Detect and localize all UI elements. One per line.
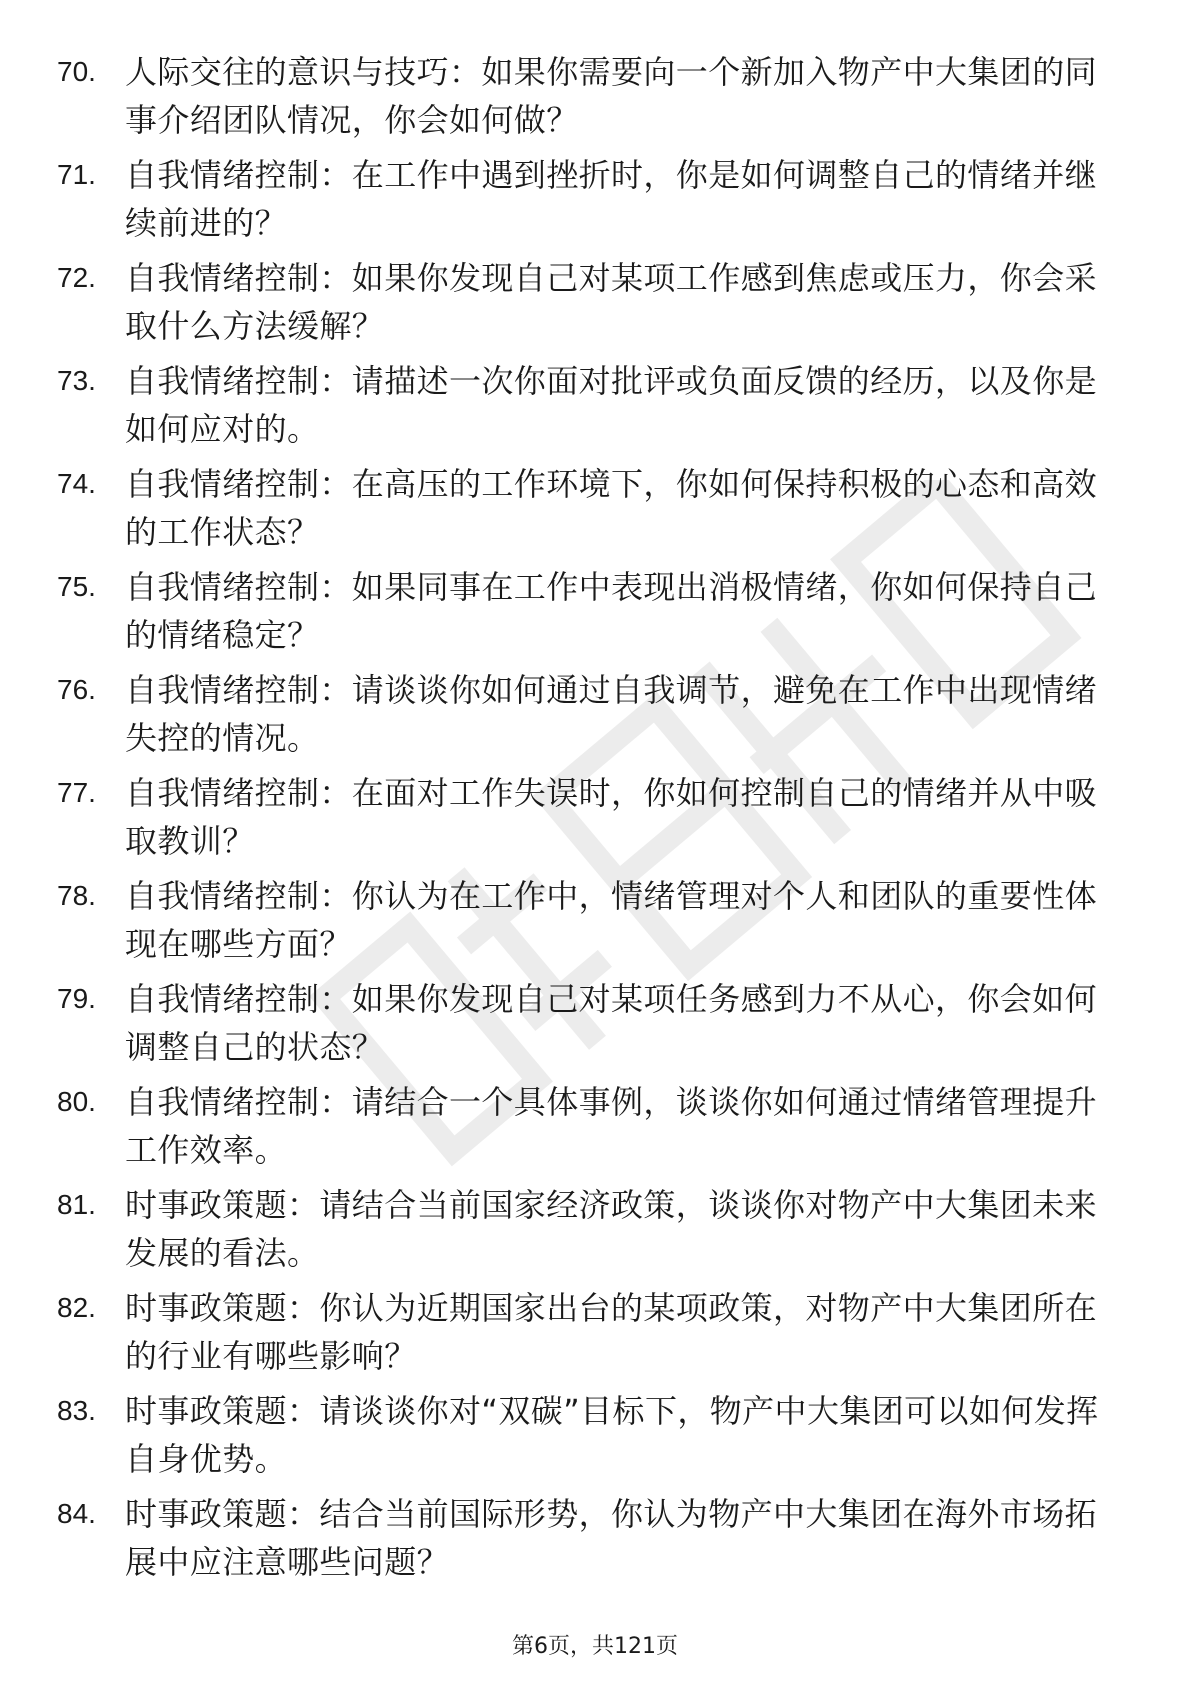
question-item <box>0 769 1190 872</box>
question-item <box>0 563 1190 666</box>
question-item <box>0 1078 1190 1181</box>
question-number: 82. <box>57 1292 96 1323</box>
question-list <box>0 48 1190 1593</box>
question-item <box>0 151 1190 254</box>
question-text: 自我情绪控制：在面对工作失误时，你如何控制自己的情绪并从中吸取教训？ <box>125 774 1098 860</box>
question-number: 78. <box>57 880 96 911</box>
question-text: 自我情绪控制：在高压的工作环境下，你如何保持积极的心态和高效的工作状态？ <box>125 465 1098 551</box>
question-item <box>0 1181 1190 1284</box>
question-text: 自我情绪控制：在工作中遇到挫折时，你是如何调整自己的情绪并继续前进的？ <box>125 156 1098 242</box>
question-number: 81. <box>57 1189 96 1220</box>
question-item <box>0 1284 1190 1387</box>
question-item <box>0 872 1190 975</box>
question-text: 时事政策题：请结合当前国家经济政策，谈谈你对物产中大集团未来发展的看法。 <box>125 1186 1098 1272</box>
page-number-footer: 第6页，共121页 <box>512 1634 678 1659</box>
question-text: 自我情绪控制：请描述一次你面对批评或负面反馈的经历，以及你是如何应对的。 <box>125 362 1098 448</box>
question-text: 时事政策题：请谈谈你对“双碳”目标下，物产中大集团可以如何发挥自身优势。 <box>125 1392 1099 1478</box>
question-text: 时事政策题：结合当前国际形势，你认为物产中大集团在海外市场拓展中应注意哪些问题？ <box>125 1495 1098 1581</box>
question-text: 自我情绪控制：你认为在工作中，情绪管理对个人和团队的重要性体现在哪些方面？ <box>125 877 1098 963</box>
question-text: 自我情绪控制：如果你发现自己对某项工作感到焦虑或压力，你会采取什么方法缓解？ <box>125 259 1098 345</box>
question-item <box>0 357 1190 460</box>
question-text: 自我情绪控制：如果同事在工作中表现出消极情绪，你如何保持自己的情绪稳定？ <box>125 568 1098 654</box>
question-item <box>0 1490 1190 1593</box>
question-number: 83. <box>57 1395 96 1426</box>
question-item <box>0 48 1190 151</box>
question-item <box>0 666 1190 769</box>
question-item <box>0 460 1190 563</box>
question-number: 76. <box>57 674 96 705</box>
question-number: 79. <box>57 983 96 1014</box>
question-number: 72. <box>57 262 96 293</box>
question-text: 自我情绪控制：请结合一个具体事例，谈谈你如何通过情绪管理提升工作效率。 <box>125 1083 1098 1169</box>
question-item <box>0 1387 1190 1490</box>
question-number: 73. <box>57 365 96 396</box>
question-text: 时事政策题：你认为近期国家出台的某项政策，对物产中大集团所在的行业有哪些影响？ <box>125 1289 1098 1375</box>
question-number: 70. <box>57 56 96 87</box>
question-number: 75. <box>57 571 96 602</box>
question-number: 71. <box>57 159 96 190</box>
question-text: 人际交往的意识与技巧：如果你需要向一个新加入物产中大集团的同事介绍团队情况，你会如何做？ <box>125 53 1098 139</box>
question-number: 74. <box>57 468 96 499</box>
question-number: 80. <box>57 1086 96 1117</box>
question-number: 84. <box>57 1498 96 1529</box>
question-text: 自我情绪控制：如果你发现自己对某项任务感到力不从心，你会如何调整自己的状态？ <box>125 980 1098 1066</box>
question-text: 自我情绪控制：请谈谈你如何通过自我调节，避免在工作中出现情绪失控的情况。 <box>125 671 1098 757</box>
question-item <box>0 254 1190 357</box>
question-number: 77. <box>57 777 96 808</box>
question-item <box>0 975 1190 1078</box>
